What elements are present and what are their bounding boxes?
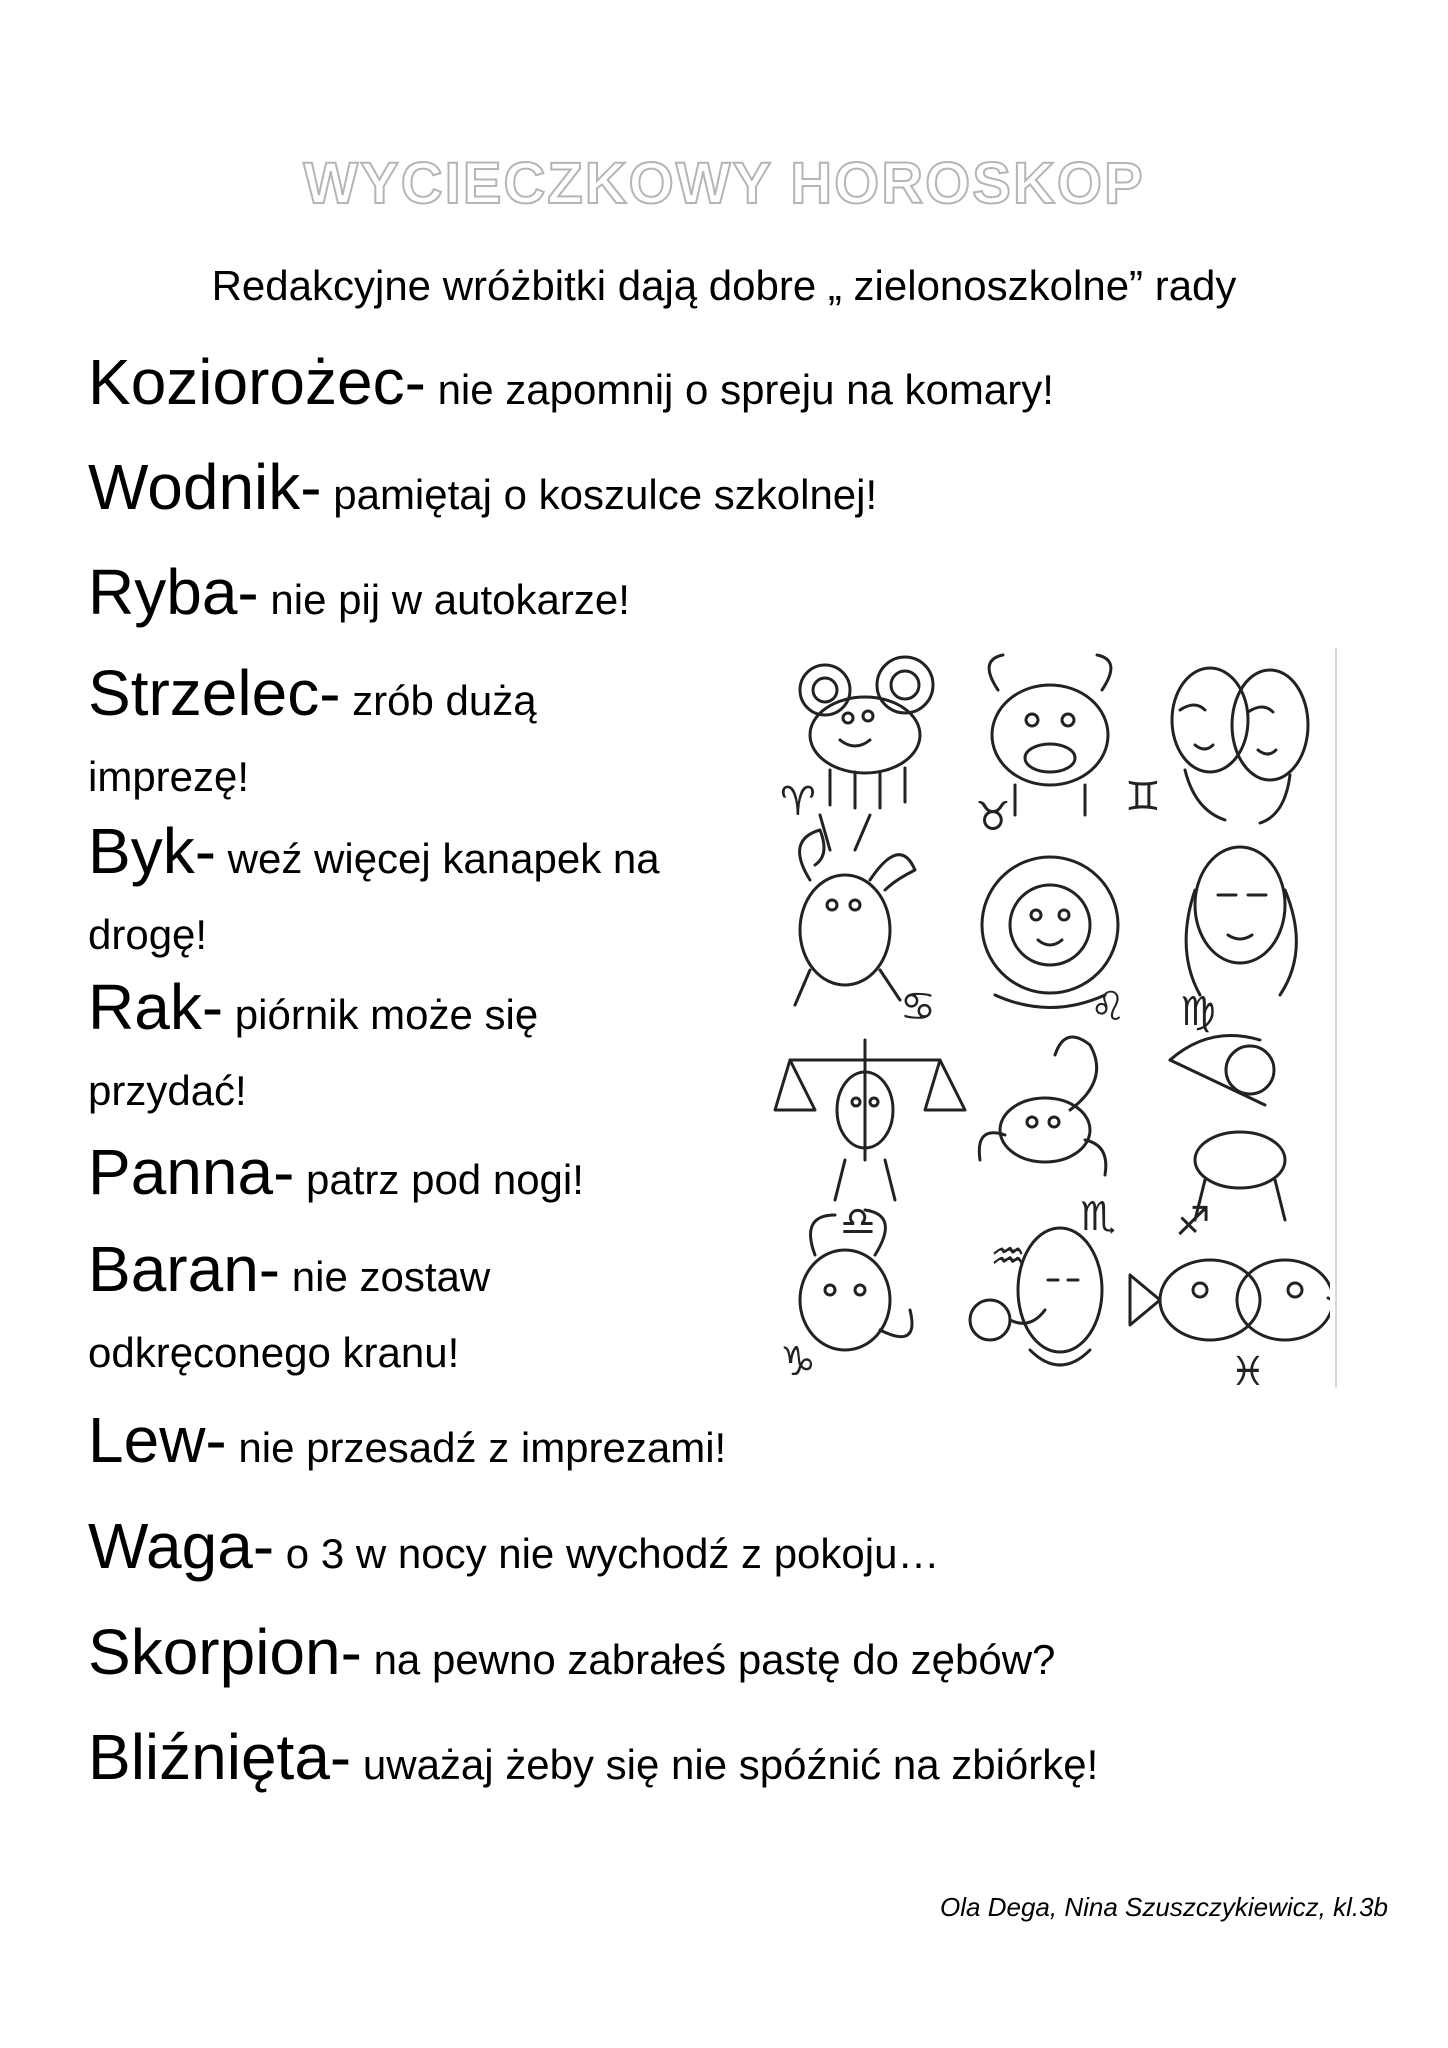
sign-name: Waga-: [88, 1510, 275, 1582]
entry-skorpion: [88, 1616, 1056, 1688]
author-credit: Ola Dega, Nina Szuszczykiewicz, kl.3b: [940, 1892, 1388, 1922]
advice-text: patrz pod nogi!: [294, 1156, 584, 1203]
advice-continuation: drogę!: [88, 911, 208, 958]
advice-text: nie pij w autokarze!: [258, 576, 630, 623]
gemini-twins-icon: [1172, 668, 1308, 823]
advice-continuation: odkręconego kranu!: [88, 1329, 460, 1376]
advice-continuation: przydać!: [88, 1067, 247, 1114]
entry-lew: [88, 1404, 727, 1476]
advice-text: uważaj żeby się nie spóźnić na zbiórkę!: [351, 1741, 1099, 1788]
aries-ram-icon: [800, 657, 933, 808]
advice-text: zrób dużą: [340, 677, 537, 724]
sign-name: Byk-: [88, 815, 216, 887]
zodiac-symbol: ♌: [1090, 984, 1126, 1030]
advice-text: na pewno zabrałeś pastę do zębów?: [361, 1636, 1056, 1683]
entry-panna: [88, 1136, 584, 1208]
entry-rak: [88, 970, 768, 1120]
virgo-maiden-icon: [1186, 847, 1296, 995]
zodiac-symbol: ♓: [1230, 1349, 1266, 1385]
sign-name: Wodnik-: [88, 451, 322, 523]
taurus-bull-icon: [989, 655, 1111, 815]
zodiac-symbol: ♋: [900, 984, 936, 1030]
sign-name: Rak-: [88, 971, 224, 1043]
cancer-crab-icon: [795, 815, 915, 1005]
scorpio-scorpion-icon: [979, 1037, 1106, 1175]
zodiac-symbol: ♑: [780, 1339, 816, 1385]
advice-text: weź więcej kanapek na: [216, 835, 660, 882]
zodiac-symbol: ♉: [975, 794, 1011, 840]
entry-baran: [88, 1232, 768, 1382]
zodiac-symbol: ♈: [780, 779, 816, 825]
advice-text: o 3 w nocy nie wychodź z pokoju…: [274, 1530, 940, 1577]
entry-blizneta: [88, 1721, 1099, 1793]
entry-wodnik: [88, 451, 878, 523]
zodiac-symbol: ♒: [990, 1234, 1026, 1280]
advice-text: nie zapomnij o spreju na komary!: [425, 366, 1054, 413]
libra-scales-icon: [775, 1040, 965, 1200]
zodiac-symbol: ♐: [1175, 1199, 1211, 1245]
entry-strzelec: [88, 656, 768, 806]
advice-text: nie przesadź z imprezami!: [226, 1424, 727, 1471]
advice-continuation: imprezę!: [88, 753, 250, 800]
zodiac-symbol: ♏: [1080, 1194, 1116, 1240]
sign-name: Ryba-: [88, 556, 259, 628]
page-title: WYCIECZKOWY HOROSKOP: [303, 151, 1145, 216]
sign-name: Baran-: [88, 1233, 281, 1305]
zodiac-symbol: ♎: [840, 1199, 876, 1245]
sign-name: Bliźnięta-: [88, 1721, 352, 1793]
entry-koziorozec: [88, 346, 1054, 418]
entry-byk: [88, 814, 768, 964]
zodiac-symbol: ♍: [1180, 989, 1216, 1035]
sagittarius-archer-icon: [1170, 1036, 1285, 1221]
divider-line: [1335, 648, 1337, 1388]
sign-name: Koziorożec-: [88, 346, 426, 418]
advice-text: nie zostaw: [280, 1253, 491, 1300]
entry-waga: [88, 1510, 940, 1582]
entry-ryba: [88, 556, 630, 628]
advice-text: piórnik może się: [223, 991, 539, 1038]
sign-name: Skorpion-: [88, 1616, 362, 1688]
sign-name: Panna-: [88, 1136, 295, 1208]
pisces-fish-icon: [1130, 1260, 1330, 1340]
sign-name: Strzelec-: [88, 657, 341, 729]
page-subtitle: Redakcyjne wróżbitki dają dobre „ zielonoszkolne” rady: [211, 262, 1237, 309]
sign-name: Lew-: [88, 1404, 227, 1476]
zodiac-characters-illustration: [770, 640, 1330, 1385]
zodiac-symbol: ♊: [1125, 774, 1161, 820]
advice-text: pamiętaj o koszulce szkolnej!: [321, 471, 878, 518]
